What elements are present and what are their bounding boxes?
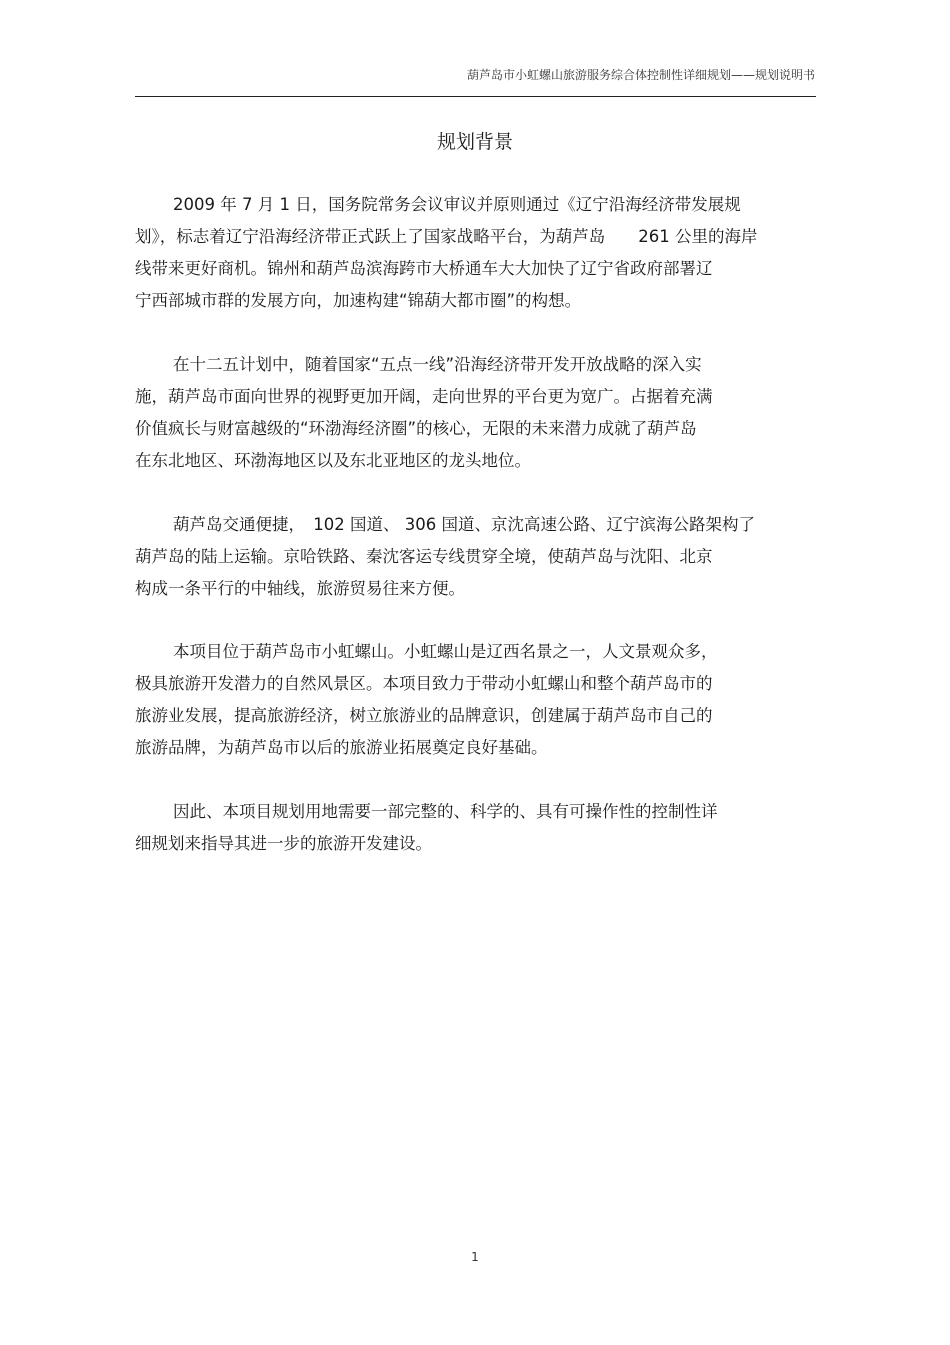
- paragraph-line: 因此、本项目规划用地需要一部完整的、科学的、具有可操作性的控制性详: [173, 802, 718, 821]
- paragraph-project-location: [135, 636, 815, 764]
- running-header: 葫芦岛市小虹螺山旅游服务综合体控制性详细规划——规划说明书: [466, 68, 815, 82]
- paragraph-line: 2009 年 7 月 1 日，国务院常务会议审议并原则通过《辽宁沿海经济带发展规: [173, 195, 741, 214]
- paragraph-line: 在十二五计划中，随着国家“五点一线”沿海经济带开发开放战略的深入实: [173, 355, 702, 374]
- paragraph-line: 线带来更好商机。锦州和葫芦岛滨海跨市大桥通车大大加快了辽宁省政府部署辽: [135, 259, 713, 278]
- paragraph-line: 构成一条平行的中轴线，旅游贸易往来方便。: [135, 579, 465, 598]
- header-divider: [135, 96, 816, 97]
- paragraph-line: 宁西部城市群的发展方向，加速构建“锦葫大都市圈”的构想。: [135, 291, 582, 310]
- paragraph-line: 旅游业发展，提高旅游经济，树立旅游业的品牌意识，创建属于葫芦岛市自己的: [135, 706, 713, 725]
- paragraph-background-2009: [135, 189, 815, 317]
- page-number: 1: [471, 1250, 479, 1264]
- paragraph-line: 施，葫芦岛市面向世界的视野更加开阔，走向世界的平台更为宽广。占据着充满: [135, 387, 713, 406]
- paragraph-line: 价值疯长与财富越级的“环渤海经济圈”的核心，无限的未来潜力成就了葫芦岛: [135, 419, 697, 438]
- section-title: 规划背景: [436, 131, 513, 153]
- paragraph-conclusion: [135, 796, 815, 860]
- paragraph-line: 本项目位于葫芦岛市小虹螺山。小虹螺山是辽西名景之一，人文景观众多，: [173, 642, 718, 661]
- paragraph-line: 葫芦岛交通便捷， 102 国道、 306 国道、京沈高速公路、辽宁滨海公路架构了: [173, 515, 755, 534]
- paragraph-line: 葫芦岛的陆上运输。京哈铁路、秦沈客运专线贯穿全境，使葫芦岛与沈阳、北京: [135, 547, 713, 566]
- paragraph-line: 旅游品牌，为葫芦岛市以后的旅游业拓展奠定良好基础。: [135, 738, 548, 757]
- paragraph-line: 细规划来指导其进一步的旅游开发建设。: [135, 834, 432, 853]
- paragraph-line: 划》，标志着辽宁沿海经济带正式跃上了国家战略平台，为葫芦岛 261 公里的海岸: [135, 227, 758, 246]
- paragraph-five-year-plan: [135, 349, 815, 477]
- paragraph-line: 在东北地区、环渤海地区以及东北亚地区的龙头地位。: [135, 451, 531, 470]
- paragraph-transportation: [135, 509, 815, 605]
- paragraph-line: 极具旅游开发潜力的自然风景区。本项目致力于带动小虹螺山和整个葫芦岛市的: [135, 674, 713, 693]
